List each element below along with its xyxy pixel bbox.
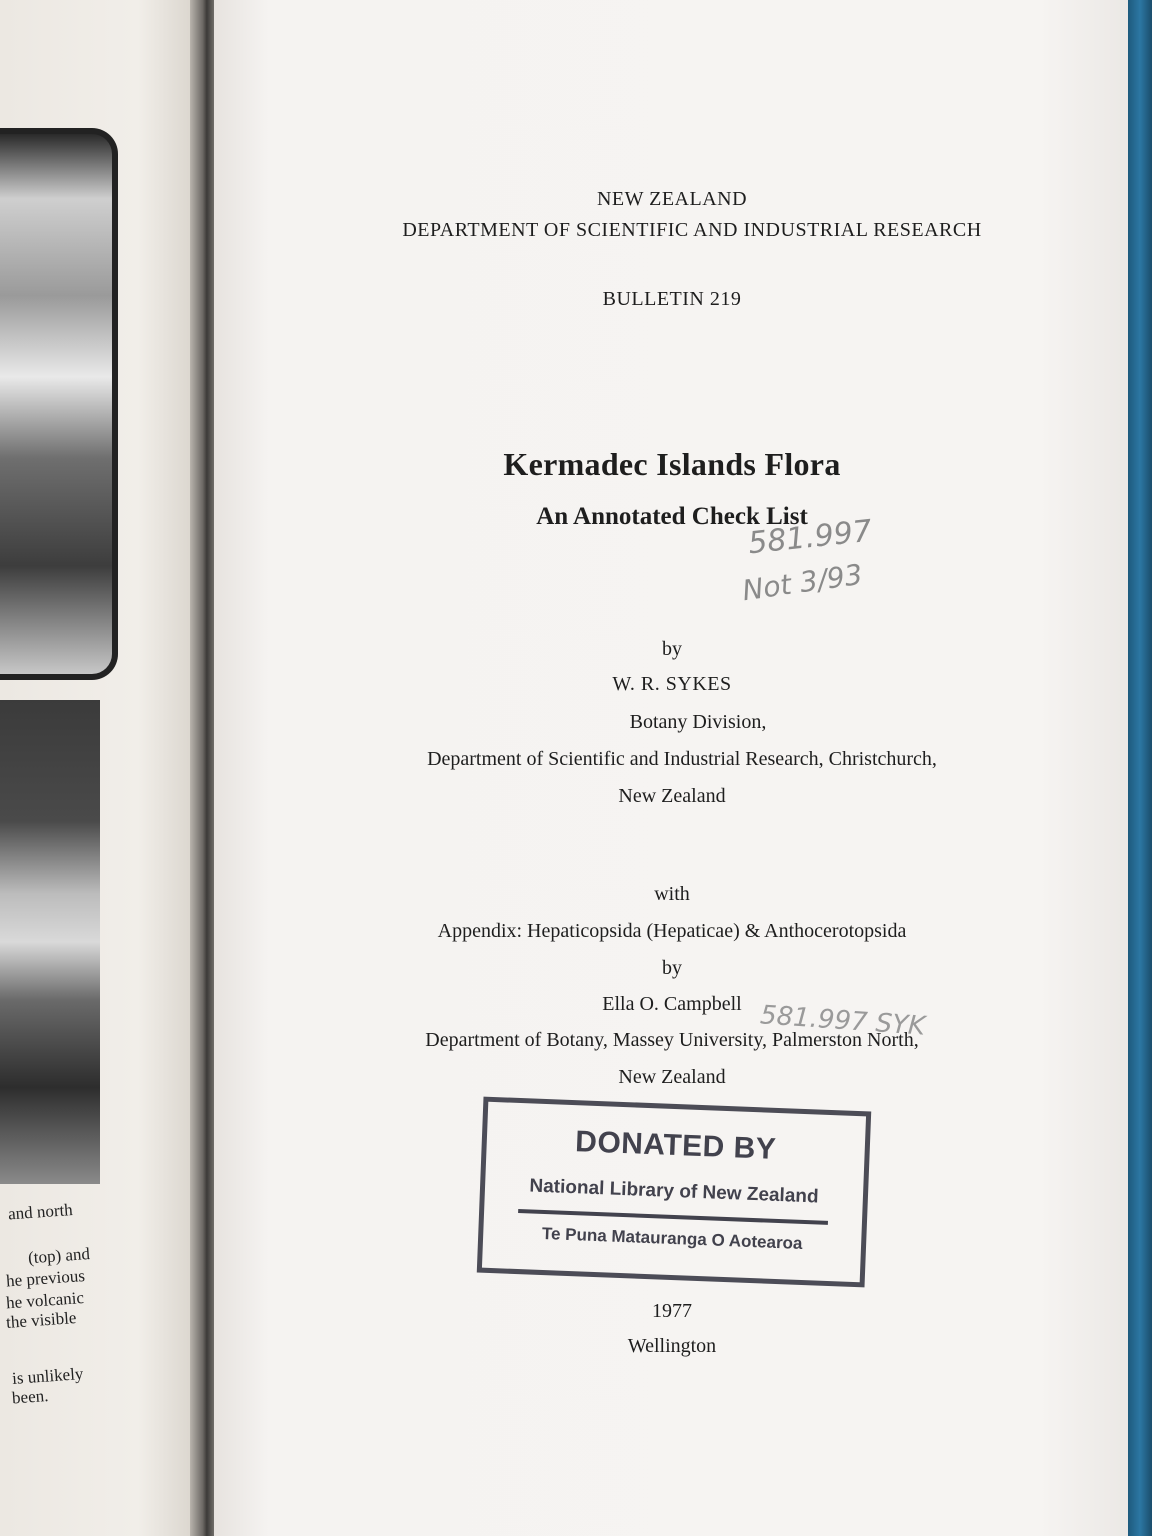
stamp-divider [518,1209,828,1225]
caption-line: and north [7,1200,74,1224]
org-department: DEPARTMENT OF SCIENTIFIC AND INDUSTRIAL RESEARCH [402,219,982,241]
by-label-appendix: by [662,957,682,979]
stamp-maori-name: Te Puna Matauranga O Aotearoa [541,1223,803,1253]
stamp-library-name: National Library of New Zealand [529,1175,819,1208]
pencil-call-number: 581.997 [746,513,874,562]
donation-stamp [477,1097,871,1288]
author-primary: W. R. SYKES [612,673,732,695]
affiliation-department: Department of Scientific and Industrial Research, Christchurch, [427,748,937,770]
org-country: NEW ZEALAND [596,188,748,210]
publication-place: Wellington [627,1335,717,1357]
affiliation-massey: Department of Botany, Massey University, Palmerston North, [425,1029,919,1051]
author-appendix: Ella O. Campbell [602,993,742,1015]
pencil-shelf-mark: 581.997 SYK [759,1000,927,1042]
landscape-photo-bottom [0,700,100,1184]
appendix-title: Appendix: Hepaticopsida (Hepaticae) & Anthocerotopsida [437,920,907,942]
stamp-donated-by: DONATED BY [574,1125,777,1166]
publication-year: 1977 [652,1300,692,1322]
bulletin-number: BULLETIN 219 [602,288,742,310]
book-subtitle: An Annotated Check List [536,503,808,530]
affiliation-country: New Zealand [618,785,726,807]
caption-line: the visible [5,1308,77,1332]
pencil-date-note: Not 3/93 [740,557,865,608]
caption-line: he previous [5,1266,86,1291]
affiliation-division: Botany Division, [629,711,767,733]
caption-line: he volcanic [5,1288,85,1313]
caption-line: (top) and [27,1244,91,1268]
by-label: by [662,638,682,660]
caption-line: is unlikely [11,1364,84,1388]
book-title: Kermadec Islands Flora [503,446,841,482]
affiliation-massey-country: New Zealand [618,1066,726,1088]
caption-line: been. [11,1386,49,1408]
landscape-photo-top [0,128,118,680]
with-label: with [654,883,690,905]
